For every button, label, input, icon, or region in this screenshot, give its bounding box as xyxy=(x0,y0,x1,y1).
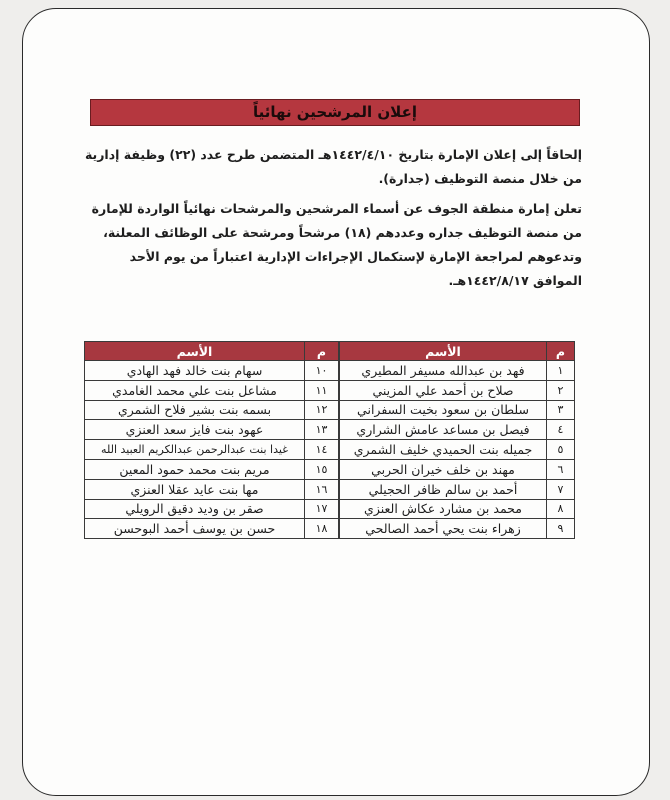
table-row xyxy=(85,479,339,499)
row-number: ٨ xyxy=(547,499,575,519)
row-number: ١ xyxy=(547,361,575,381)
candidate-name: مشاعل بنت علي محمد الغامدي xyxy=(85,380,305,400)
table-header-row xyxy=(340,342,575,361)
candidate-name: صلاح بن أحمد علي المزيني xyxy=(340,380,547,400)
row-number: ١٠ xyxy=(305,361,339,381)
col-name-header: الأسم xyxy=(340,342,547,361)
table-row xyxy=(340,380,575,400)
candidate-name: صقر بن وديد دقيق الرويلي xyxy=(85,499,305,519)
table-row xyxy=(85,380,339,400)
announcement-title: إعلان المرشحين نهائياً xyxy=(90,99,580,126)
row-number: ٢ xyxy=(547,380,575,400)
table-row xyxy=(85,361,339,381)
row-number: ٥ xyxy=(547,440,575,460)
table-row xyxy=(85,440,339,460)
candidate-name: جميله بنت الحميدي خليف الشمري xyxy=(340,440,547,460)
table-row xyxy=(340,479,575,499)
table-row xyxy=(85,499,339,519)
table-row xyxy=(340,400,575,420)
col-name-header: الأسم xyxy=(85,342,305,361)
col-num-header: م xyxy=(305,342,339,361)
table-row xyxy=(340,459,575,479)
row-number: ١٦ xyxy=(305,479,339,499)
row-number: ٩ xyxy=(547,519,575,539)
table-row xyxy=(340,499,575,519)
table-row xyxy=(340,361,575,381)
candidate-name: فهد بن عبدالله مسيفر المطيري xyxy=(340,361,547,381)
candidate-name: سلطان بن سعود بخيت السفراني xyxy=(340,400,547,420)
row-number: ١٣ xyxy=(305,420,339,440)
row-number: ٧ xyxy=(547,479,575,499)
row-number: ٣ xyxy=(547,400,575,420)
row-number: ١٨ xyxy=(305,519,339,539)
table-row xyxy=(340,519,575,539)
candidate-name: أحمد بن سالم ظافر الحجيلي xyxy=(340,479,547,499)
col-num-header: م xyxy=(547,342,575,361)
candidate-name: فيصل بن مساعد عامش الشراري xyxy=(340,420,547,440)
candidate-name: بسمه بنت بشير فلاح الشمري xyxy=(85,400,305,420)
row-number: ١٧ xyxy=(305,499,339,519)
announcement-paragraph: تعلن إمارة منطقة الجوف عن أسماء المرشحين والمرشحات نهائياً الواردة للإمارة من منصة التوظيف جداره وعددهم (١٨) مرشحاً ومرشحة على الوظائف المعلنة، وتدعوهم لمراجعة الإمارة لإستكمال الإجراءات الإدارية اعتباراً من يوم الأحد الموافق ١٤٤٢/٨/١٧هـ. xyxy=(91,201,582,288)
row-number: ١٢ xyxy=(305,400,339,420)
candidate-name: محمد بن مشارد عكاش العنزي xyxy=(340,499,547,519)
table-row xyxy=(340,440,575,460)
row-number: ١١ xyxy=(305,380,339,400)
table-row xyxy=(340,420,575,440)
table-row xyxy=(85,420,339,440)
candidate-name: مها بنت عايد عقلا العنزي xyxy=(85,479,305,499)
candidates-table-left xyxy=(84,341,339,539)
intro-paragraph: إلحاقاً إلى إعلان الإمارة بتاريخ ١٤٤٢/٤/١٠هـ المتضمن طرح عدد (٢٢) وظيفة إدارية من خلال منصة التوظيف (جدارة). xyxy=(84,147,582,186)
candidate-name: غيدا بنت عبدالرحمن عبدالكريم العبيد الله xyxy=(85,440,305,460)
row-number: ١٥ xyxy=(305,459,339,479)
table-row xyxy=(85,459,339,479)
table-header-row xyxy=(85,342,339,361)
candidate-name: حسن بن يوسف أحمد البوحسن xyxy=(85,519,305,539)
candidate-name: سهام بنت خالد فهد الهادي xyxy=(85,361,305,381)
row-number: ١٤ xyxy=(305,440,339,460)
candidates-table-right xyxy=(339,341,575,539)
table-row xyxy=(85,519,339,539)
candidate-name: عهود بنت فايز سعد العنزي xyxy=(85,420,305,440)
table-row xyxy=(85,400,339,420)
candidate-name: زهراء بنت يحي أحمد الصالحي xyxy=(340,519,547,539)
row-number: ٤ xyxy=(547,420,575,440)
candidate-name: مهند بن خلف خيران الحربي xyxy=(340,459,547,479)
row-number: ٦ xyxy=(547,459,575,479)
candidate-name: مريم بنت محمد حمود المعين xyxy=(85,459,305,479)
